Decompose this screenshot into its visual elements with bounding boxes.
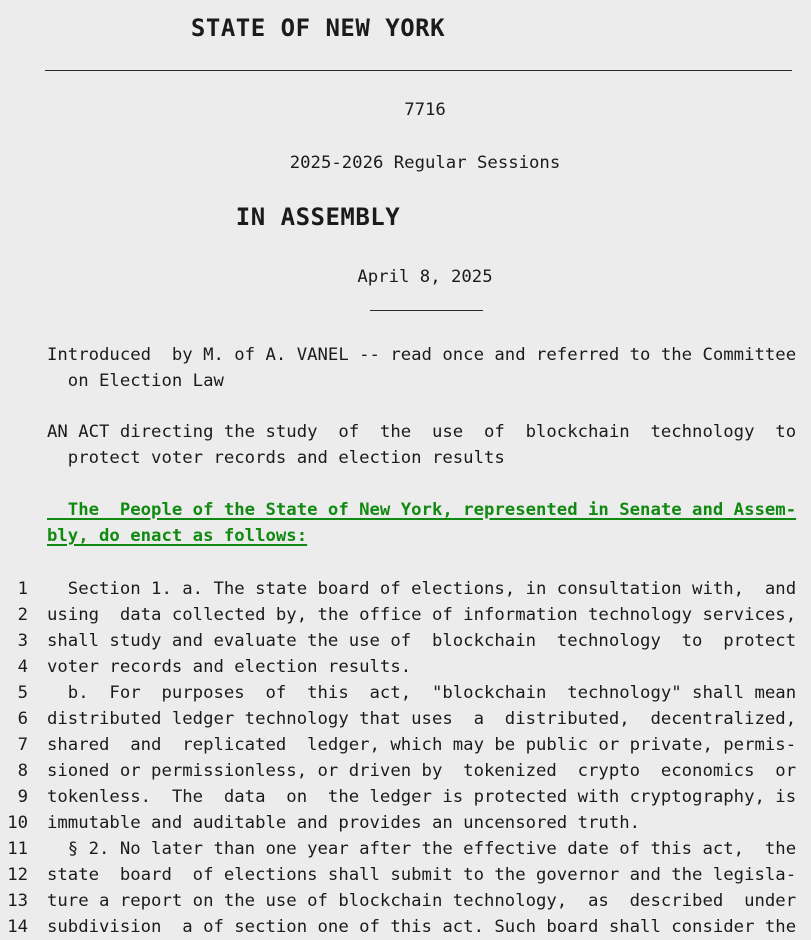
line-number: 7 bbox=[17, 735, 28, 755]
bill-body-line bbox=[0, 914, 796, 940]
bill-body-line bbox=[0, 654, 796, 680]
line-number: 9 bbox=[17, 787, 28, 807]
line-text: using data collected by, the office of information technology services, bbox=[47, 605, 797, 625]
date-divider-line bbox=[370, 310, 483, 311]
line-text: shared and replicated ledger, which may be public or private, permis- bbox=[47, 735, 797, 755]
bill-body-line bbox=[0, 810, 796, 836]
line-text: voter records and election results. bbox=[47, 657, 412, 677]
enacting-clause-line: The People of the State of New York, represented in Senate and Assem- bbox=[47, 500, 797, 520]
bill-number: 7716 bbox=[404, 100, 446, 120]
act-title-line: AN ACT directing the study of the use of blockchain technology to bbox=[47, 422, 797, 442]
bill-body-line bbox=[0, 732, 796, 758]
bill-body-text bbox=[0, 576, 796, 940]
line-number: 10 bbox=[7, 813, 28, 833]
act-title-line: protect voter records and election results bbox=[47, 448, 505, 468]
chamber-title: IN ASSEMBLY bbox=[235, 203, 401, 231]
line-text: distributed ledger technology that uses a distributed, decentralized, bbox=[47, 709, 797, 729]
bill-body-line bbox=[0, 576, 796, 602]
header-divider-line bbox=[45, 70, 792, 71]
state-title: STATE OF NEW YORK bbox=[190, 14, 446, 42]
line-number: 13 bbox=[7, 891, 28, 911]
bill-body-line bbox=[0, 602, 796, 628]
line-number: 14 bbox=[7, 917, 28, 937]
line-text: § 2. No later than one year after the effective date of this act, the bbox=[47, 839, 797, 859]
line-number: 11 bbox=[7, 839, 28, 859]
line-number: 8 bbox=[17, 761, 28, 781]
line-number: 6 bbox=[17, 709, 28, 729]
line-text: immutable and auditable and provides an uncensored truth. bbox=[47, 813, 641, 833]
line-number: 4 bbox=[17, 657, 28, 677]
line-number: 12 bbox=[7, 865, 28, 885]
line-text: tokenless. The data on the ledger is protected with cryptography, is bbox=[47, 787, 797, 807]
line-text: state board of elections shall submit to the governor and the legisla- bbox=[47, 865, 797, 885]
line-text: sioned or permissionless, or driven by tokenized crypto economics or bbox=[47, 761, 797, 781]
bill-body-line bbox=[0, 680, 796, 706]
bill-body-line bbox=[0, 784, 796, 810]
line-text: Section 1. a. The state board of elections, in consultation with, and bbox=[47, 579, 797, 599]
line-text: subdivision a of section one of this act. Such board shall consider the bbox=[47, 917, 797, 937]
act-title-paragraph bbox=[47, 419, 796, 471]
enacting-clause-line: bly, do enact as follows: bbox=[47, 526, 308, 546]
bill-body-line bbox=[0, 862, 796, 888]
bill-body-line bbox=[0, 628, 796, 654]
bill-body-line bbox=[0, 706, 796, 732]
sponsor-paragraph bbox=[47, 342, 796, 394]
bill-body-line bbox=[0, 836, 796, 862]
bill-body-line bbox=[0, 758, 796, 784]
bill-body-line bbox=[0, 888, 796, 914]
line-number: 3 bbox=[17, 631, 28, 651]
bill-date: April 8, 2025 bbox=[357, 267, 493, 287]
line-number: 1 bbox=[17, 579, 28, 599]
enacting-clause bbox=[47, 497, 796, 549]
session-label: 2025-2026 Regular Sessions bbox=[289, 153, 561, 173]
line-number: 5 bbox=[17, 683, 28, 703]
sponsor-line: on Election Law bbox=[47, 371, 224, 391]
line-text: b. For purposes of this act, "blockchain technology" shall mean bbox=[47, 683, 797, 703]
sponsor-line: Introduced by M. of A. VANEL -- read once and referred to the Committee bbox=[47, 345, 797, 365]
line-text: shall study and evaluate the use of blockchain technology to protect bbox=[47, 631, 797, 651]
line-text: ture a report on the use of blockchain technology, as described under bbox=[47, 891, 797, 911]
line-number: 2 bbox=[17, 605, 28, 625]
